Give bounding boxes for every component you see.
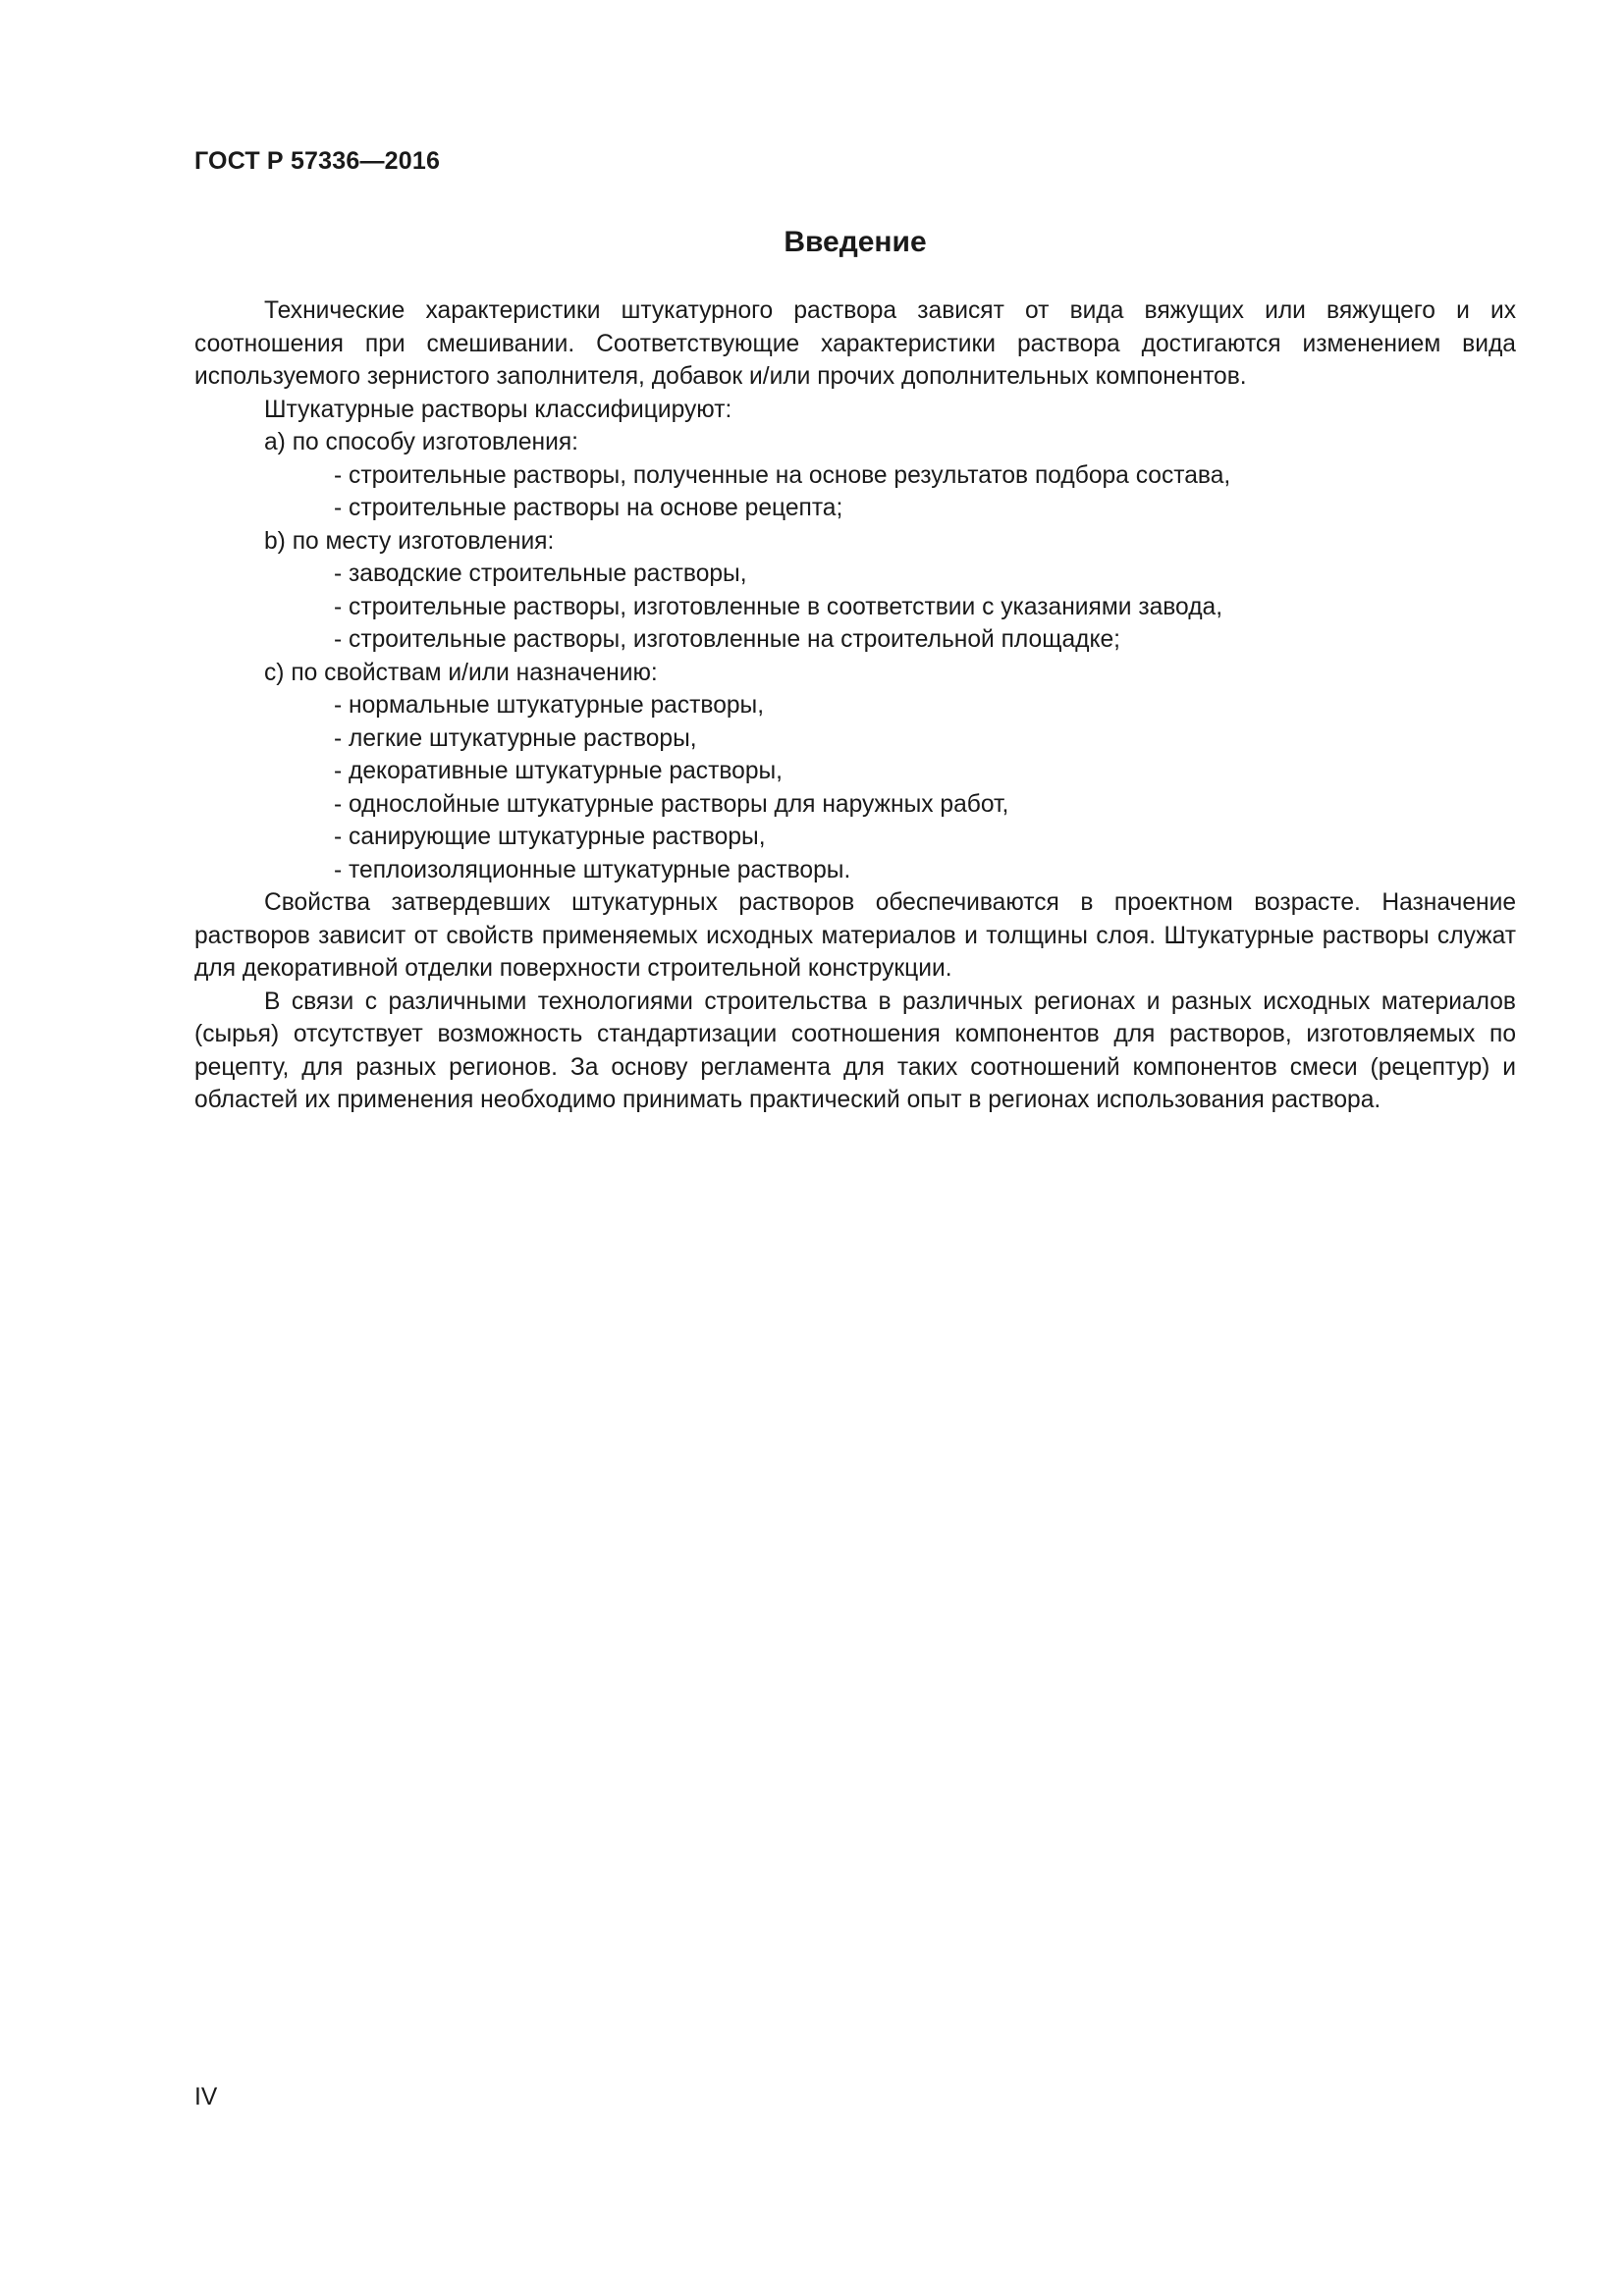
group-label: с) по свойствам и/или назначению: bbox=[264, 659, 658, 686]
properties-paragraph: Свойства затвердевших штукатурных растворов обеспечиваются в проектном возрасте. Назначение растворов зависит от свойств применяемых исходных материалов и толщины слоя. Штукатурные растворы служат для декоративной отделки поверхности строительной конструкции. bbox=[194, 889, 1516, 982]
group-label: а) по способу изготовления: bbox=[264, 429, 578, 455]
group-label: b) по месту изготовления: bbox=[264, 527, 555, 555]
classification-group-c bbox=[194, 657, 1516, 887]
list-item: - нормальные штукатурные растворы, bbox=[334, 692, 765, 719]
classification-group-b bbox=[194, 525, 1516, 657]
list-item: - теплоизоляционные штукатурные растворы. bbox=[334, 856, 851, 883]
list-item: - санирующие штукатурные растворы, bbox=[334, 824, 766, 850]
list-item: - декоративные штукатурные растворы, bbox=[334, 758, 784, 784]
regional-paragraph: В связи с различными технологиями строительства в различных регионах и разных исходных материалов (сырья) отсутствует возможность стандартизации соотношения компонентов для растворов, изготовляемых по рецепту, для разных регионов. За основу регламента для таких соотношений компонентов смеси (рецептур) и областей их применения необходимо принимать практический опыт в регионах использования раствора. bbox=[194, 988, 1516, 1113]
list-item: - легкие штукатурные растворы, bbox=[334, 724, 697, 752]
standard-id-header: ГОСТ Р 57336—2016 bbox=[194, 147, 441, 175]
section-title: Введение bbox=[784, 226, 927, 258]
classification-lead: Штукатурные растворы классифицируют: bbox=[264, 396, 732, 423]
classification-group-a bbox=[194, 426, 1516, 525]
list-item: - строительные растворы, изготовленные на строительной площадке; bbox=[334, 626, 1121, 653]
list-item: - строительные растворы, изготовленные в соответствии с указаниями завода, bbox=[334, 593, 1223, 620]
section-body bbox=[194, 294, 1516, 1117]
list-item: - строительные растворы на основе рецепта; bbox=[334, 495, 843, 521]
list-item: - однослойные штукатурные растворы для наружных работ, bbox=[334, 790, 1009, 818]
intro-paragraph: Технические характеристики штукатурного раствора зависят от вида вяжущих или вяжущего и их соотношения при смешивании. Соответствующие характеристики раствора достигаются изменением вида используемого зернистого заполнителя, добавок и/или прочих дополнительных компонентов. bbox=[194, 297, 1516, 390]
list-item: - заводские строительные растворы, bbox=[334, 561, 747, 587]
page-number: IV bbox=[194, 2084, 218, 2110]
list-item: - строительные растворы, полученные на основе результатов подбора состава, bbox=[334, 461, 1231, 489]
